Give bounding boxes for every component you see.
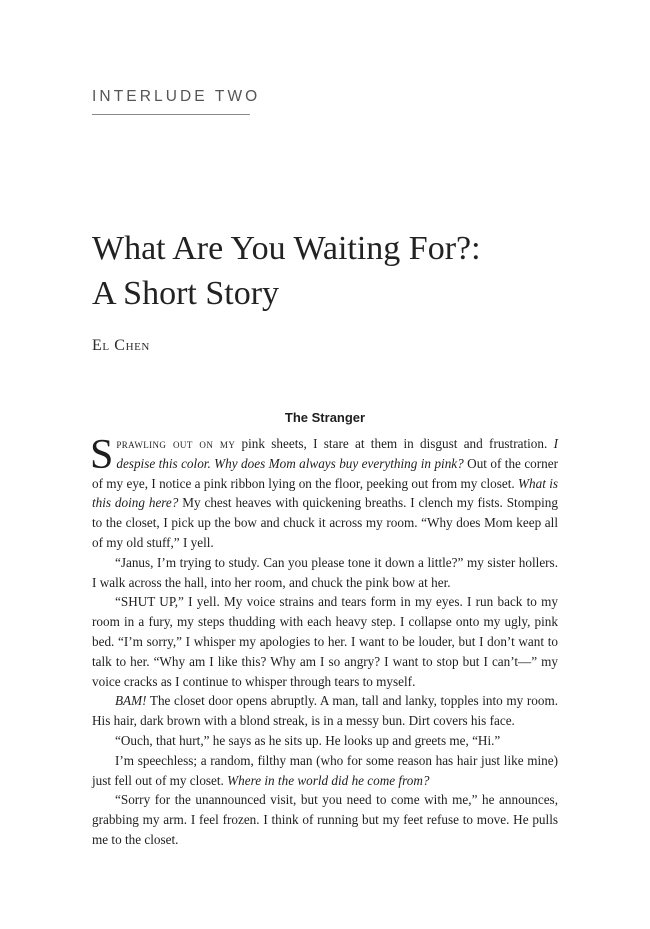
paragraph-4-italic: BAM! [115, 693, 147, 709]
paragraph-7: “Sorry for the unannounced visit, but you need to come with me,” he announces, grabbing my arm. I feel frozen. I think of running but my feet refuse to move. He pulls me to the closet. [92, 792, 558, 847]
paragraph-2: “Janus, I’m trying to study. Can you please tone it down a little?” my sister hollers. I walk across the hall, into her room, and chuck the pink bow at her. [92, 554, 558, 590]
drop-cap: S [90, 432, 114, 478]
story-body [92, 434, 558, 850]
paragraph-1-italic-a: I despise this color. Why does Mom always buy everything in pink? [116, 436, 558, 471]
paragraph-5: “Ouch, that hurt,” he says as he sits up. He looks up and greets me, “Hi.” [115, 732, 501, 748]
paragraph-6-italic: Where in the world did he come from? [227, 772, 430, 788]
paragraph-6 [92, 751, 558, 791]
paragraph-1-text-b: Out of the corner of my eye, I notice a pink ribbon lying on the floor, peeking out from my closet. [92, 455, 559, 491]
opening-small-caps: prawling out on my [116, 436, 236, 451]
interlude-rule [92, 114, 250, 115]
paragraph-6-text: I’m speechless; a random, filthy man (who for some reason has hair just like mine) just fell out of my closet. [92, 752, 558, 788]
paragraph-4 [92, 691, 558, 731]
paragraph-1-text-c: My chest heaves with quickening breaths. I clench my fists. Stomping to the closet, I pick up the bow and chuck it across my room. “Why does Mom keep all of my old stuff,” I yell. [92, 495, 558, 550]
paragraph-4-text: The closet door opens abruptly. A man, tall and lanky, topples into my room. His hair, dark brown with a blond streak, is in a messy bun. Dirt covers his face. [92, 693, 558, 729]
chapter-title [92, 226, 572, 316]
interlude-label: INTERLUDE TWO [92, 88, 261, 105]
paragraph-1-italic-b: What is this doing here? [92, 475, 558, 511]
chapter-title-line1: What Are You Waiting For?: [92, 230, 481, 267]
paragraph-1-text-a: pink sheets, I stare at them in disgust and frustration. [235, 436, 554, 451]
section-heading: The Stranger [284, 410, 366, 425]
chapter-title-line2: A Short Story [92, 275, 280, 312]
author-name: El Chen [92, 337, 150, 354]
paragraph-3: “SHUT UP,” I yell. My voice strains and tears form in my eyes. I run back to my room in a fury, my steps thudding with each heavy step. I collapse onto my ugly, pink bed. “I’m sorry,” I whisper my apologies to her. I want to be louder, but I don’t want to talk to her. “Why am I like this? Why am I so angry? I want to stop but I can’t—” my voice cracks as I continue to whisper through tears to myself. [92, 594, 558, 689]
paragraph-1 [92, 434, 558, 553]
